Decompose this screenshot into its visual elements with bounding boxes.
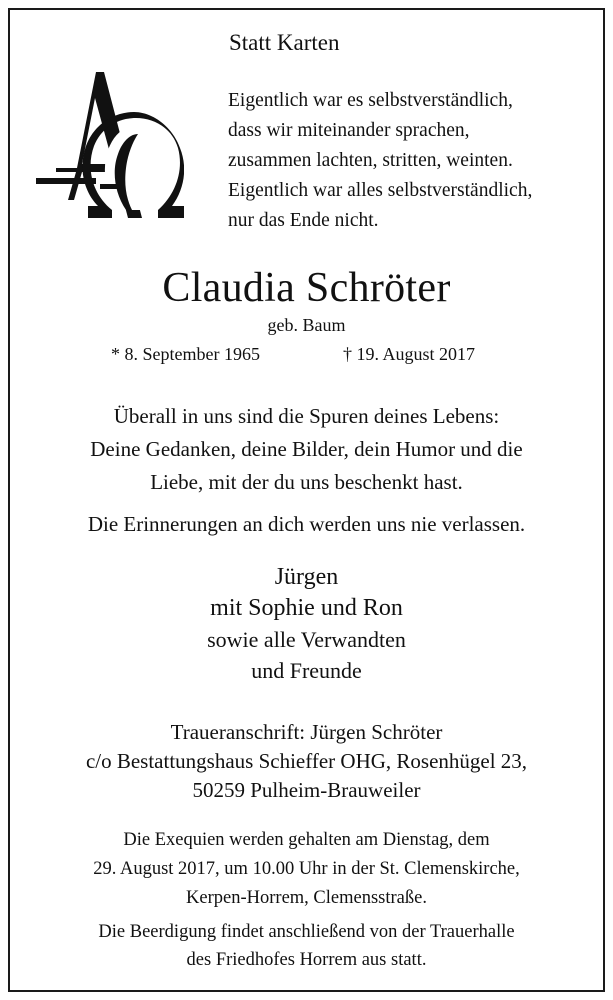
mourner-line: mit Sophie und Ron: [210, 595, 403, 621]
poem-line: nur das Ende nicht.: [228, 210, 379, 231]
burial-info: [0, 918, 613, 974]
poem-line: zusammen lachten, stritten, weinten.: [228, 150, 513, 171]
maiden-name: geb. Baum: [267, 315, 346, 335]
service-info: [0, 826, 613, 913]
verse-line: Überall in uns sind die Spuren deines Lebens:: [113, 404, 500, 428]
poem-line: Eigentlich war es selbstverständlich,: [228, 90, 513, 111]
mourning-address: [0, 718, 613, 805]
mourner-line: sowie alle Verwandten: [207, 627, 406, 652]
mourners-block: [0, 562, 613, 686]
death-date: † 19. August 2017: [343, 344, 476, 364]
verse-line: Deine Gedanken, deine Bilder, dein Humor und die: [90, 437, 523, 461]
address-line: c/o Bestattungshaus Schieffer OHG, Rosenhügel 23,: [85, 749, 528, 773]
burial-line: Die Beerdigung findet anschließend von der Trauerhalle: [98, 922, 515, 942]
address-line: 50259 Pulheim-Brauweiler: [192, 778, 421, 802]
burial-line: des Friedhofes Horrem aus statt.: [186, 950, 427, 970]
notice-heading: Statt Karten: [229, 30, 340, 55]
poem-line: dass wir miteinander sprachen,: [228, 120, 470, 141]
memory-line: Die Erinnerungen an dich werden uns nie verlassen.: [87, 512, 526, 536]
mourner-line: und Freunde: [251, 658, 362, 683]
verse-line: Liebe, mit der du uns beschenkt hast.: [150, 470, 463, 494]
service-line: 29. August 2017, um 10.00 Uhr in der St. Clemenskirche,: [93, 859, 520, 879]
poem: [228, 86, 532, 236]
service-line: Kerpen-Horrem, Clemensstraße.: [186, 888, 427, 908]
service-line: Die Exequien werden gehalten am Dienstag, dem: [123, 830, 490, 850]
deceased-name: Claudia Schröter: [162, 265, 451, 311]
alpha-omega-icon: [34, 68, 184, 220]
poem-line: Eigentlich war alles selbstverständlich,: [228, 180, 533, 201]
address-line: Traueranschrift: Jürgen Schröter: [170, 720, 443, 744]
memorial-verse: [0, 400, 613, 499]
birth-date: * 8. September 1965: [111, 344, 260, 364]
mourner-line: Jürgen: [274, 564, 339, 590]
